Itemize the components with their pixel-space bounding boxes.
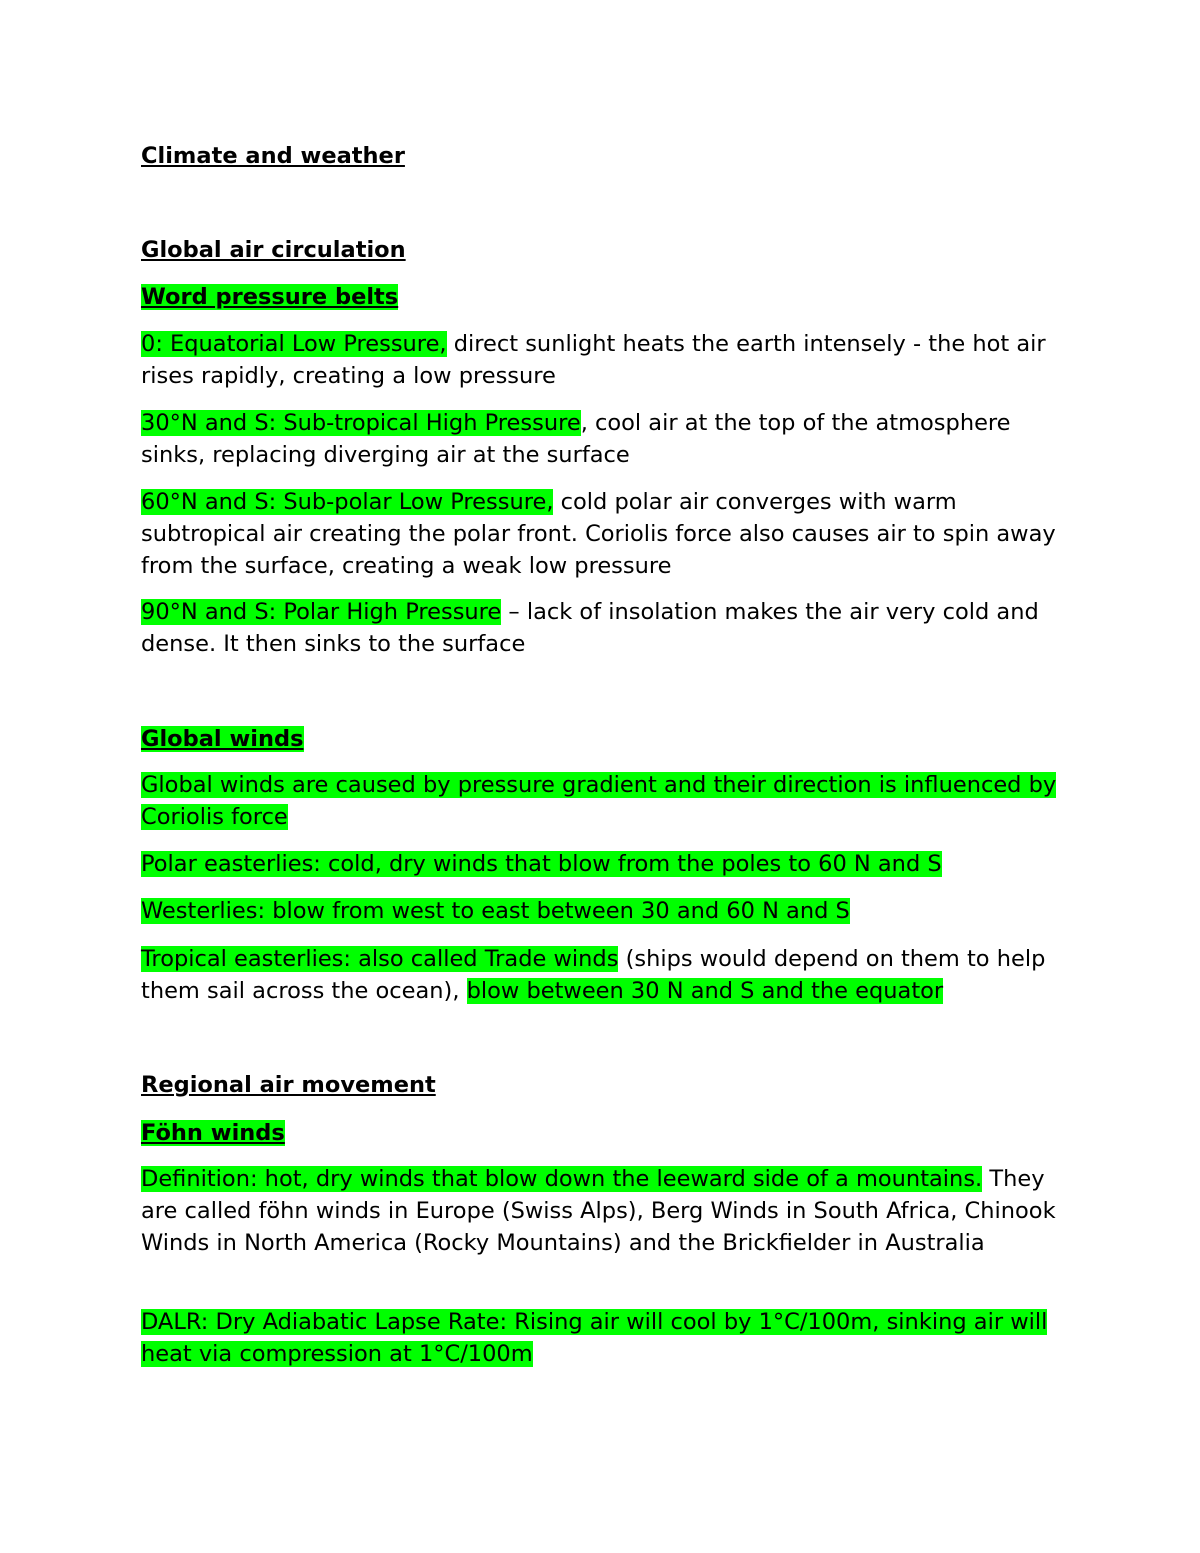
heading-global-winds-text: Global winds [141, 726, 304, 752]
document-title: Climate and weather [141, 143, 405, 169]
highlight-text: DALR: Dry Adiabatic Lapse Rate: Rising air will cool by 1°C/100m, sinking air will heat via compression at 1°C/100m [141, 1309, 1048, 1367]
paragraph-subtropical-high [141, 407, 1061, 471]
heading-regional-air-movement: Regional air movement [141, 1072, 436, 1098]
highlight-text: 90°N and S: Polar High Pressure [141, 599, 502, 625]
highlight-text: 30°N and S: Sub-tropical High Pressure [141, 410, 581, 436]
paragraph-equatorial-low [141, 328, 1061, 392]
paragraph-fohn-definition [141, 1163, 1061, 1259]
highlight-text: Definition: hot, dry winds that blow down the leeward side of a mountains. [141, 1166, 983, 1192]
highlight-text: Westerlies: blow from west to east between 30 and 60 N and S [141, 898, 850, 924]
highlight-text: blow between 30 N and S and the equator [466, 978, 944, 1004]
paragraph-polar-easterlies [141, 848, 1061, 880]
highlight-text: 0: Equatorial Low Pressure, [141, 331, 447, 357]
paragraph-dalr [141, 1306, 1061, 1370]
body-text: direct sunlight heats the earth intensely - the hot air rises rapidly, creating a low pressure [141, 331, 1046, 389]
paragraph-global-winds-cause [141, 769, 1061, 833]
paragraph-tropical-easterlies [141, 943, 1061, 1007]
body-text: (ships would depend on them to help them sail across the ocean), [141, 946, 1046, 1004]
paragraph-polar-high [141, 596, 1061, 660]
subheading-pressure-belts-text: Word pressure belts [141, 284, 399, 310]
body-text: They are called föhn winds in Europe (Swiss Alps), Berg Winds in South Africa, Chinook Winds in North America (Rocky Mountains) and the Brickfielder in Australia [141, 1166, 1056, 1256]
highlight-text: Polar easterlies: cold, dry winds that blow from the poles to 60 N and S [141, 851, 942, 877]
subheading-fohn-winds-text: Föhn winds [141, 1120, 285, 1146]
body-text: , cool air at the top of the atmosphere sinks, replacing diverging air at the surface [141, 410, 1011, 468]
highlight-text: 60°N and S: Sub-polar Low Pressure, [141, 489, 554, 515]
body-text: – lack of insolation makes the air very cold and dense. It then sinks to the surface [141, 599, 1039, 657]
paragraph-westerlies [141, 895, 1061, 927]
highlight-text: Global winds are caused by pressure gradient and their direction is influenced by Coriolis force [141, 772, 1057, 830]
body-text: cold polar air converges with warm subtropical air creating the polar front. Coriolis force also causes air to spin away from the surface, creating a weak low pressure [141, 489, 1056, 579]
highlight-text: Tropical easterlies: also called Trade winds [141, 946, 619, 972]
paragraph-subpolar-low [141, 486, 1061, 582]
subheading-pressure-belts [141, 281, 1061, 313]
heading-global-air-circulation: Global air circulation [141, 237, 406, 263]
subheading-fohn-winds [141, 1117, 1061, 1149]
heading-global-winds [141, 723, 1061, 755]
